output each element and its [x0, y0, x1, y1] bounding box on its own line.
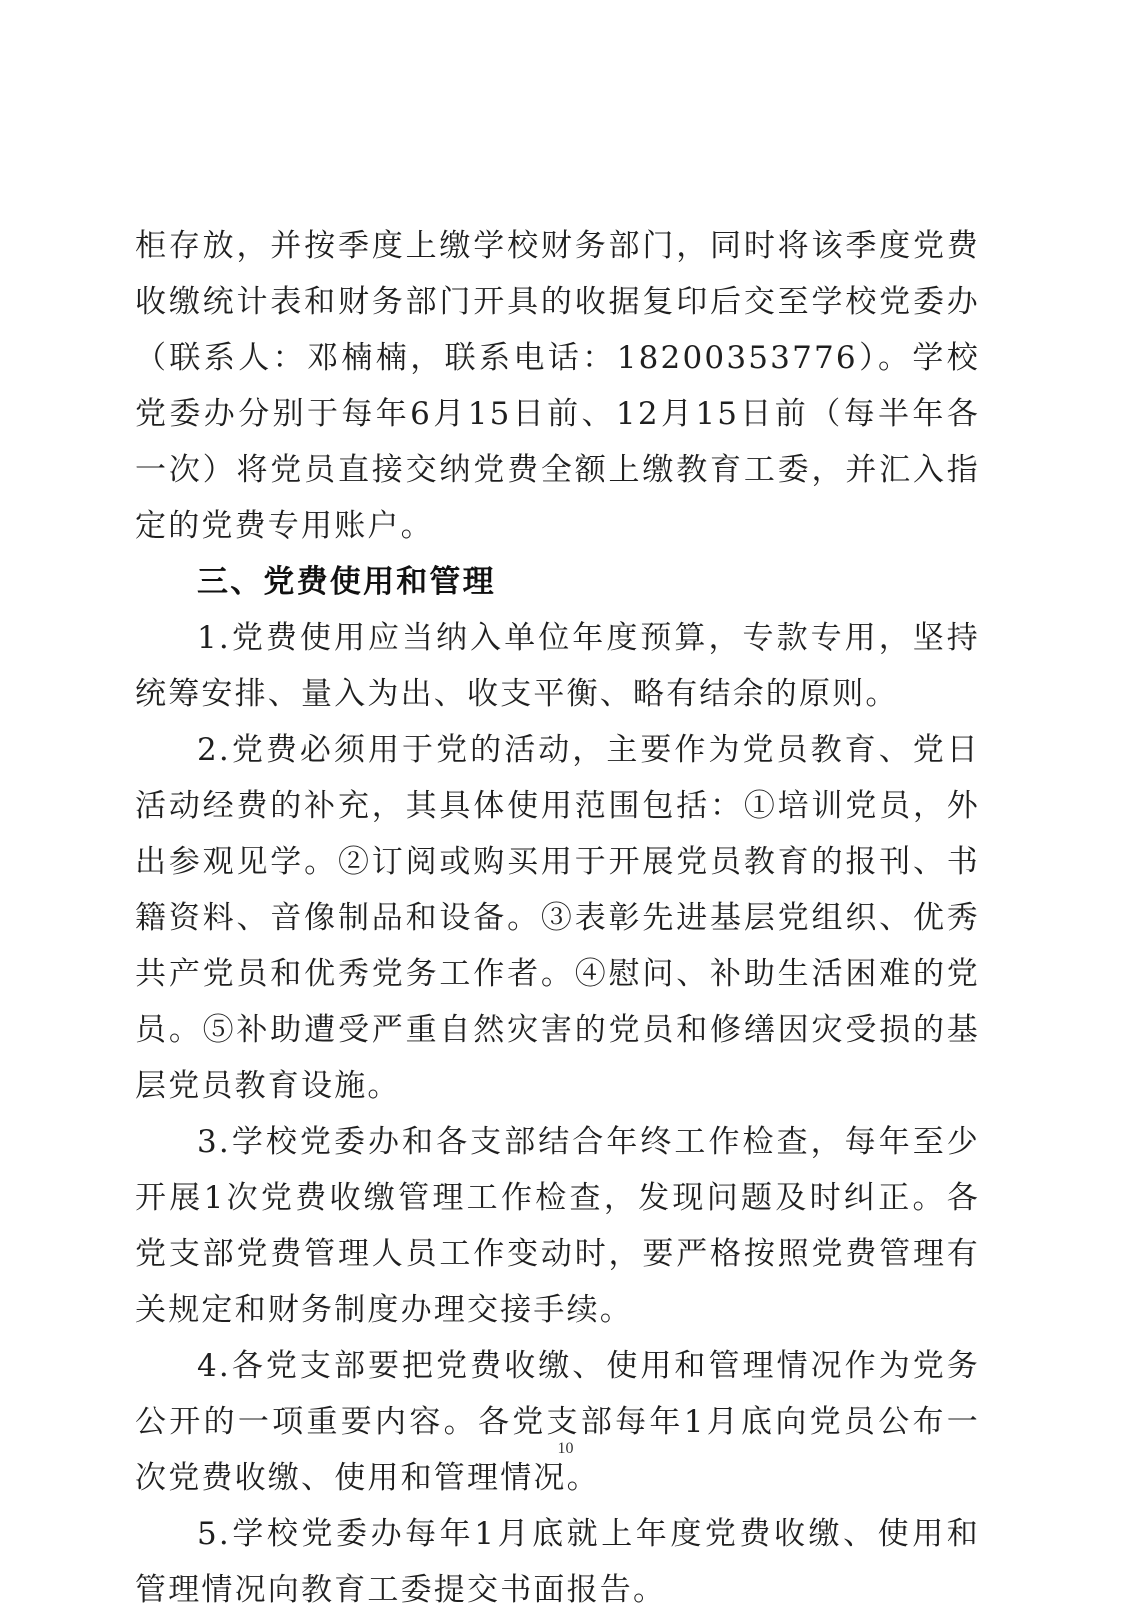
page-number: 10	[557, 1440, 574, 1457]
paragraph-continued: 柜存放，并按季度上缴学校财务部门，同时将该季度党费收缴统计表和财务部门开具的收据复印后交至学校党委办（联系人：邓楠楠，联系电话：18200353776）。学校党委办分别于每年6月15日前、12月15日前（每半年各一次）将党员直接交纳党费全额上缴教育工委，并汇入指定的党费专用账户。	[135, 228, 980, 544]
paragraph-item-2: 2.党费必须用于党的活动，主要作为党员教育、党日活动经费的补充，其具体使用范围包括：①培训党员，外出参观见学。②订阅或购买用于开展党员教育的报刊、书籍资料、音像制品和设备。③表彰先进基层党组织、优秀共产党员和优秀党务工作者。④慰问、补助生活困难的党员。⑤补助遭受严重自然灾害的党员和修缮因灾受损的基层党员教育设施。	[135, 732, 980, 1104]
document-body	[135, 218, 980, 1618]
section-heading: 三、党费使用和管理	[197, 564, 496, 600]
paragraph-item-4: 4.各党支部要把党费收缴、使用和管理情况作为党务公开的一项重要内容。各党支部每年1月底向党员公布一次党费收缴、使用和管理情况。	[135, 1348, 980, 1496]
paragraph-item-3: 3.学校党委办和各支部结合年终工作检查，每年至少开展1次党费收缴管理工作检查，发现问题及时纠正。各党支部党费管理人员工作变动时，要严格按照党费管理有关规定和财务制度办理交接手续。	[135, 1124, 980, 1328]
paragraph-item-5: 5.学校党委办每年1月底就上年度党费收缴、使用和管理情况向教育工委提交书面报告。	[135, 1516, 980, 1608]
paragraph-item-1: 1.党费使用应当纳入单位年度预算，专款专用，坚持统筹安排、量入为出、收支平衡、略有结余的原则。	[135, 620, 980, 712]
